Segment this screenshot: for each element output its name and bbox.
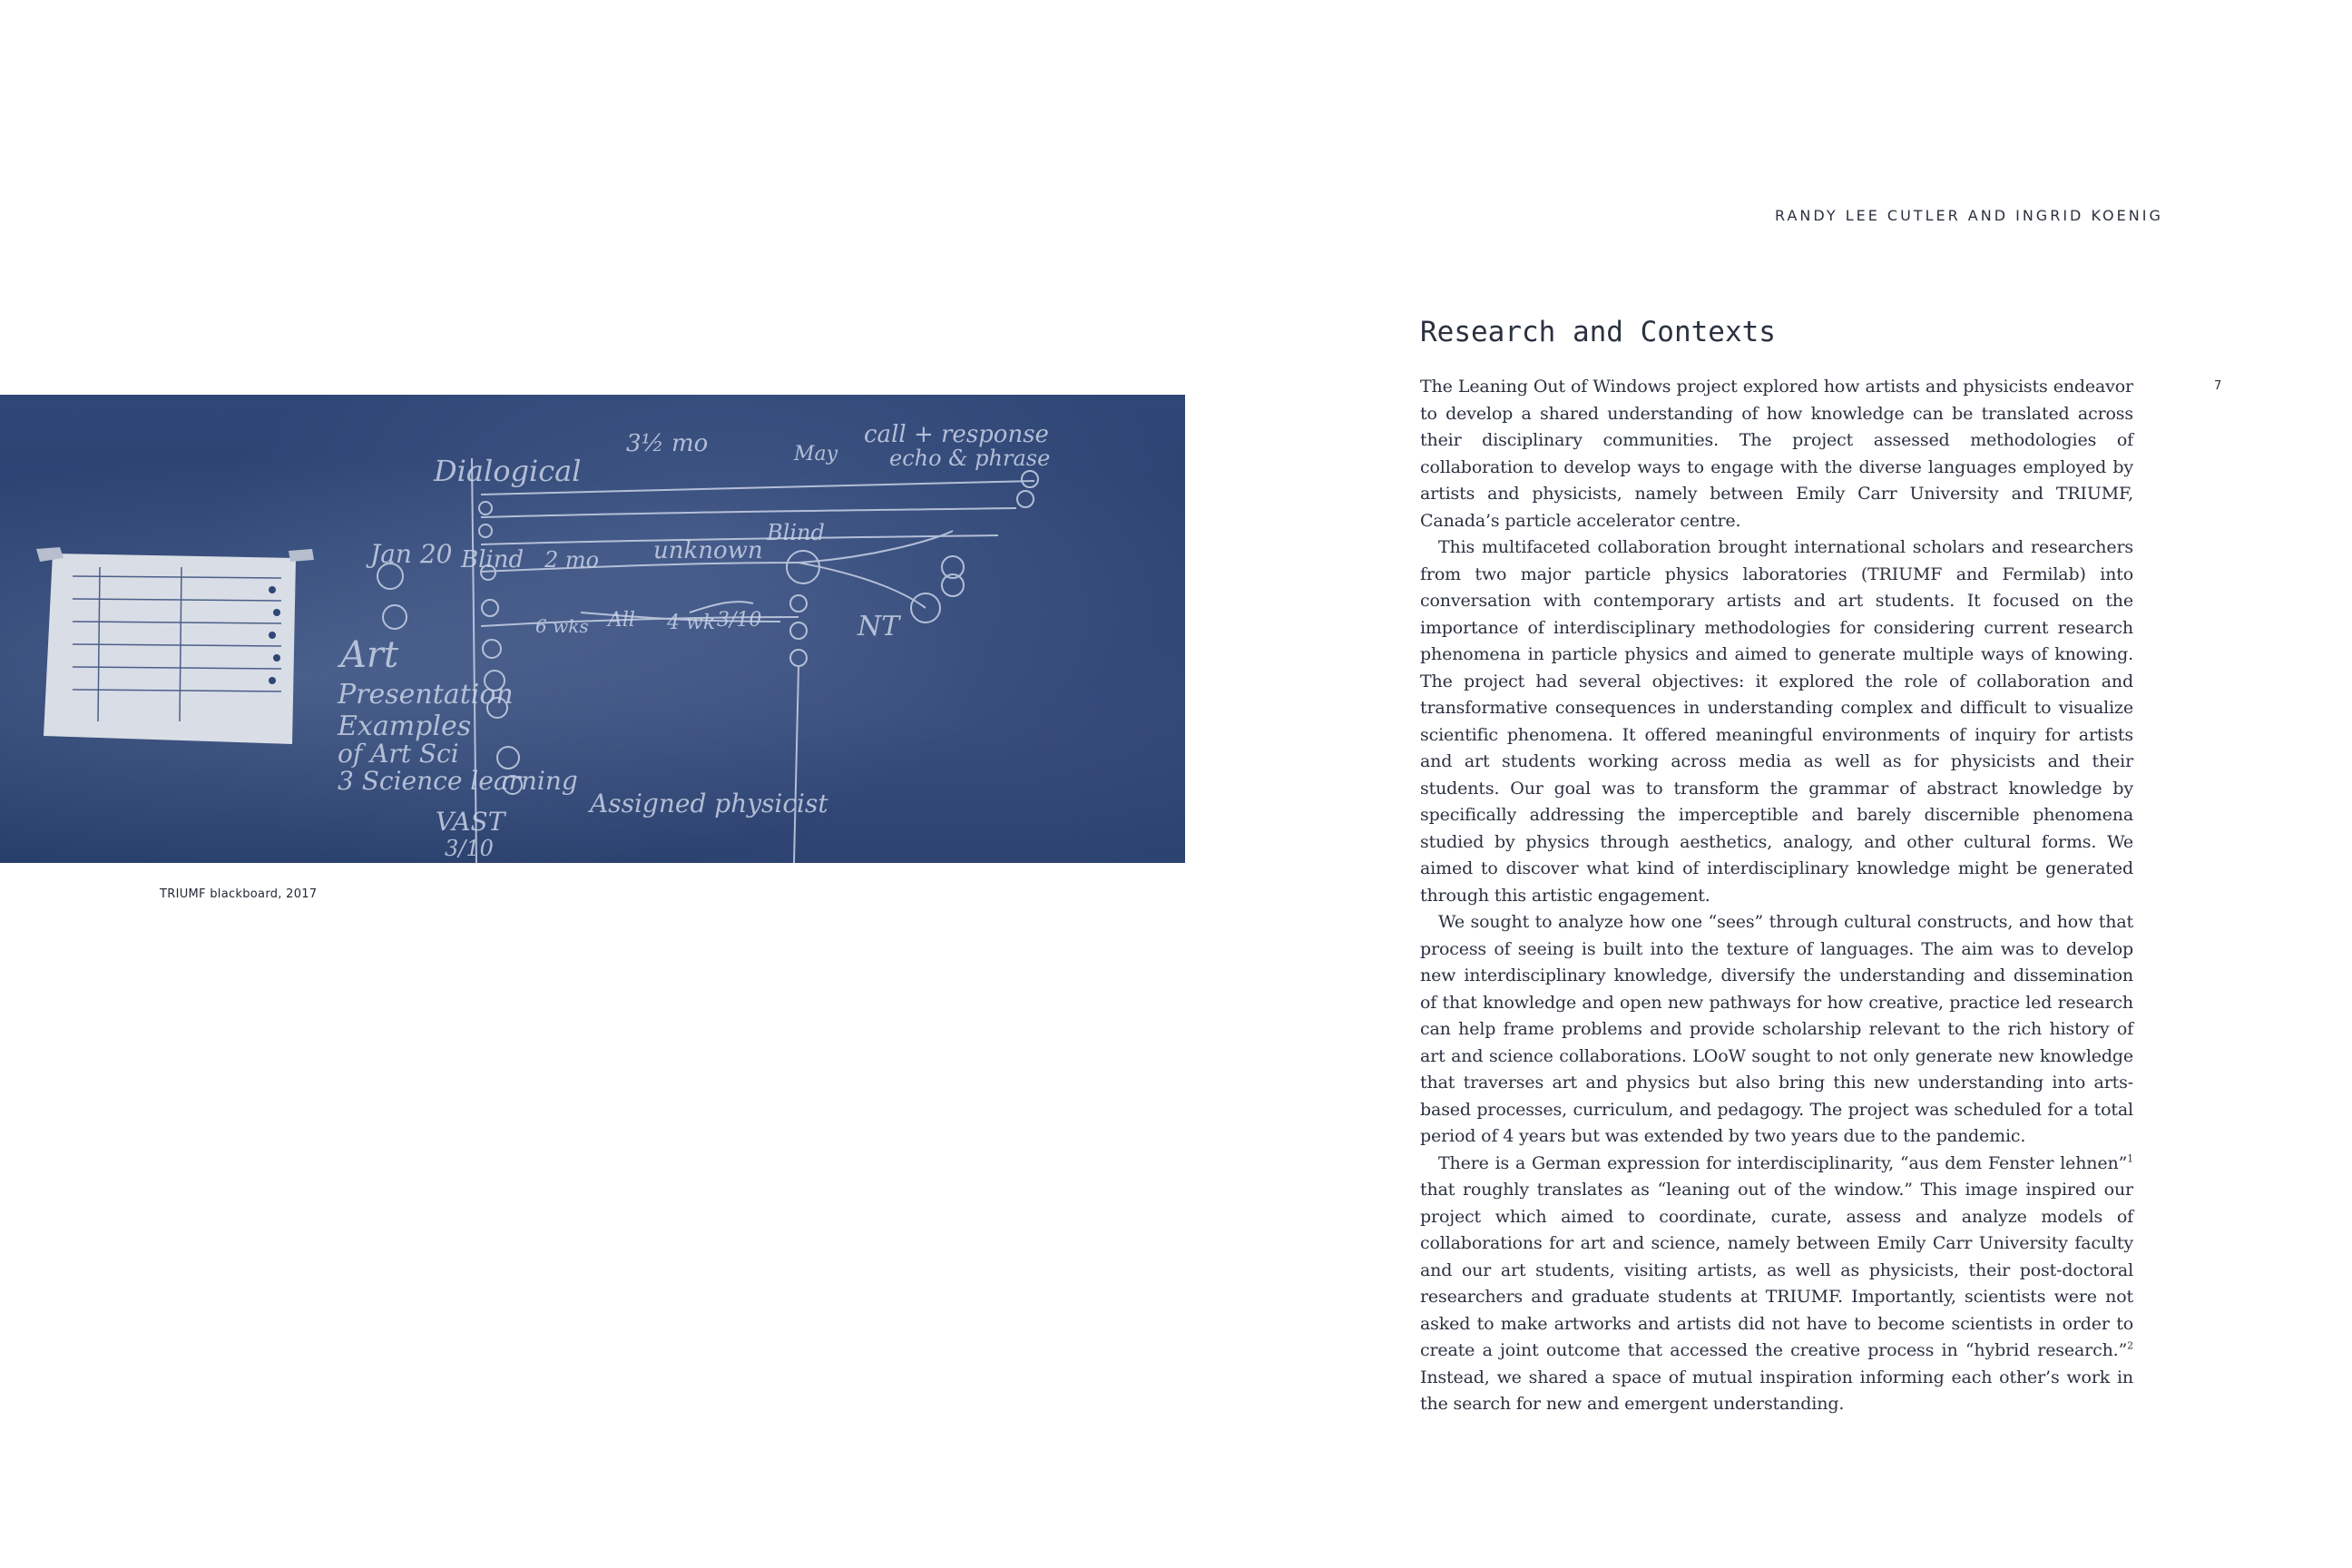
chalk-text: Blind <box>461 546 524 573</box>
footnote-mark[interactable]: 2 <box>2127 1339 2133 1352</box>
body-text <box>1420 374 2133 1418</box>
chalk-text: Examples <box>338 710 472 742</box>
pinned-paper <box>36 547 314 744</box>
chalk-text: 2 mo <box>544 547 600 573</box>
chalk-text: Dialogical <box>434 454 582 488</box>
chalk-text: 3/10 <box>717 609 762 632</box>
chalk-text: 3 Science learning <box>338 766 578 796</box>
chalk-writing <box>337 421 1050 861</box>
chalk-text: echo & phrase <box>889 446 1051 471</box>
blackboard-photo <box>0 395 1185 863</box>
chalk-text: Art <box>340 634 399 676</box>
running-head: RANDY LEE CUTLER AND INGRID KOENIG <box>1775 207 2163 224</box>
chalk-text: Presentation <box>338 679 514 710</box>
paragraph <box>1420 1151 2133 1178</box>
chalk-text: unknown <box>653 537 763 564</box>
chalk-text: 4 wk <box>667 612 716 634</box>
footnote-mark[interactable]: 1 <box>2127 1152 2133 1165</box>
chalk-text: 3/10 <box>445 836 494 861</box>
paragraph: This multifaceted collaboration brought international scholars and researchers from two major particle physics laboratories (TRIUMF and Fermilab) into conversation with contemporary artists and art students. It focused on the importance of interdisciplinary methodologies for considering current research phenomena in particle physics and aimed to generate multiple ways of knowing. The project had several objectives: it explored the role of collaboration and transformative consequences in understanding complex and difficult to visualize scientific phenomena. It offered meaningful environments of inquiry for artists and art students working across media as well as for physicists and their students. Our goal was to transform the grammar of abstract knowledge by specifically addressing the imperceptible and barely discernible phenomena studied by physics through aesthetics, analogy, and other cultural forms. We aimed to discover what kind of interdisciplinary knowledge might be generated through this artistic engagement. <box>1420 537 2133 906</box>
blackboard-drawing <box>0 395 1185 863</box>
paragraph-text: that roughly translates as “leaning out of the window.” This image inspired our project which aimed to coordinate, curate, assess and analyze models of collaborations for art and science, namely between Emily Carr University faculty and our art students, visiting artists, as well as physicists, their post-doctoral researchers and graduate students at TRIUMF. Importantly, scientists were not asked to make artworks and artists did not have to become scientists in order to create a joint outcome that accessed the creative process in “hybrid research.” <box>1420 1180 2133 1360</box>
section-title: Research and Contexts <box>1420 316 1776 348</box>
page-number: 7 <box>2214 379 2222 393</box>
chalk-text: call + response <box>864 421 1049 448</box>
chalk-text: Jan 20 <box>370 539 453 569</box>
paragraph: The Leaning Out of Windows project explored how artists and physicists endeavor to develop a shared understanding of how knowledge can be translated across their disciplinary communities. The project assessed methodologies of collaboration to develop ways to engage with the diverse languages employed by artists and physicists, namely between Emily Carr University and TRIUMF, Canada’s particle accelerator centre. <box>1420 377 2133 531</box>
chalk-text: All <box>608 609 635 632</box>
photo-caption: TRIUMF blackboard, 2017 <box>160 887 318 901</box>
paragraph-text: There is a German expression for interdisciplinarity, “aus dem Fenster lehnen” <box>1438 1152 2128 1173</box>
paragraph: We sought to analyze how one “sees” through cultural constructs, and how that process of seeing is built into the texture of languages. The aim was to develop new interdisciplinary knowledge, diversify the understanding and dissemination of that knowledge and open new pathways for how creative, practice led research can help frame problems and provide scholarship relevant to the rich history of art and science collaborations. LOoW sought to not only generate new knowledge that traverses art and physics but also bring this new understanding into arts-based processes, curriculum, and pedagogy. The project was scheduled for a total period of 4 years but was extended by two years due to the pandemic. <box>1420 912 2133 1146</box>
chalk-text: VAST <box>436 807 505 837</box>
chalk-text: May <box>794 443 838 466</box>
chalk-text: Blind <box>767 520 825 545</box>
chalk-text: 3½ mo <box>626 430 709 457</box>
chalk-text: NT <box>858 611 900 642</box>
chalk-text: Assigned physicist <box>590 789 828 818</box>
paragraph-continued <box>1420 1177 2133 1418</box>
paragraph-text: Instead, we shared a space of mutual inspiration informing each other’s work in the search for new and emergent understanding. <box>1420 1367 2133 1414</box>
chalk-text: of Art Sci <box>338 739 459 769</box>
chalk-text: 6 wks <box>535 615 589 637</box>
